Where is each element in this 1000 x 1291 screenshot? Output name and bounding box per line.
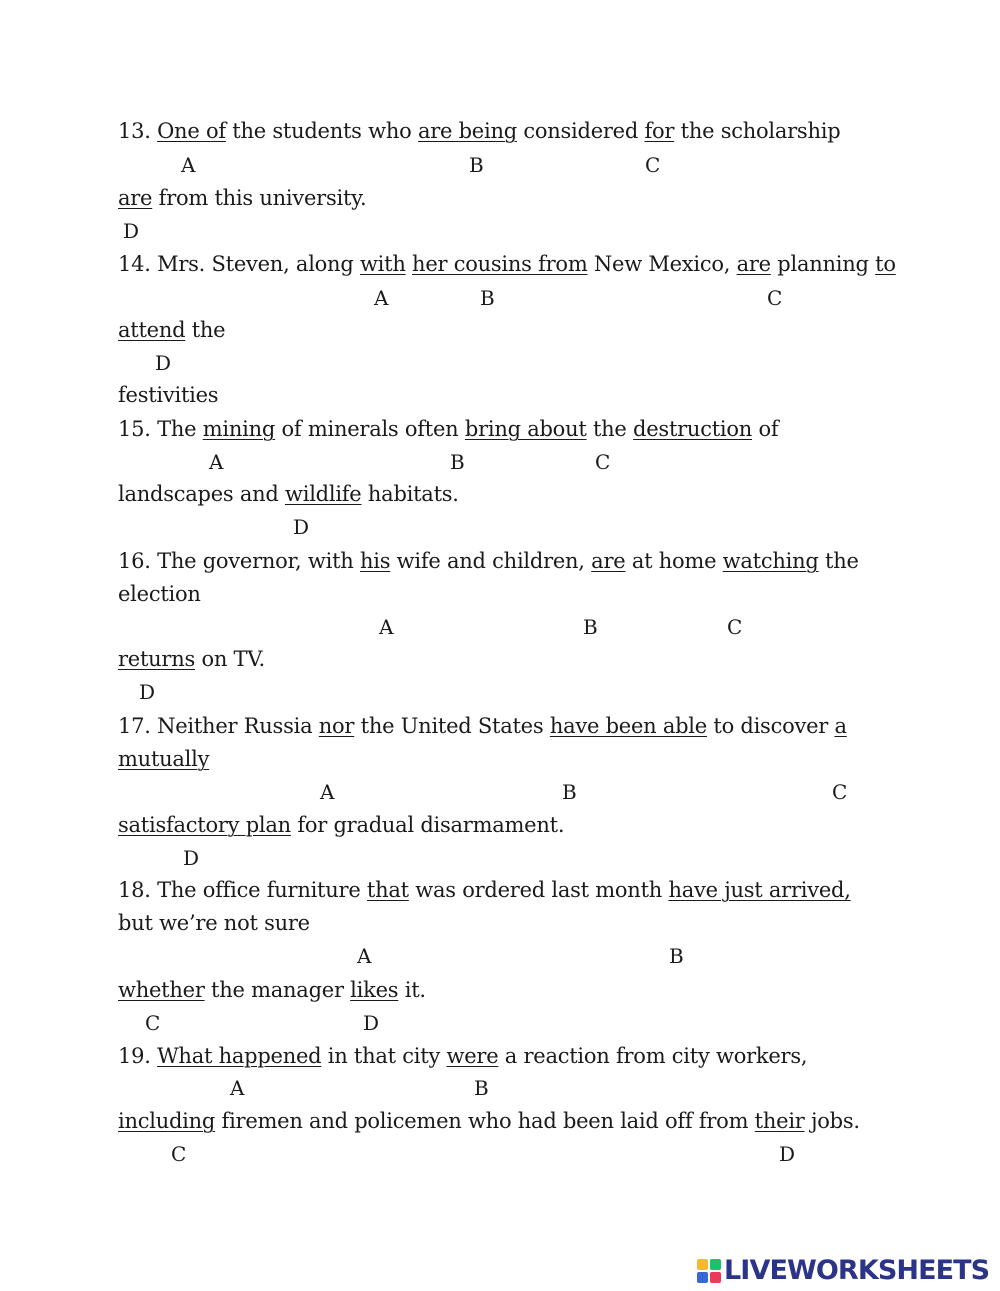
q14-label-c: C (767, 286, 783, 310)
q16-text: at home (625, 549, 723, 573)
q15-text: The (150, 417, 203, 441)
q13-line-2 (118, 184, 366, 212)
q13-option-b-text: are being (417, 119, 517, 143)
q18-option-a-text: that (366, 878, 409, 902)
q15-text: habitats. (361, 482, 459, 506)
q13-label-d: D (123, 219, 140, 243)
q14-number: 14. (118, 252, 151, 276)
q19-option-b-text: were (446, 1044, 499, 1068)
q19-option-a-text: What happened (157, 1044, 322, 1068)
q14-text: the (185, 318, 226, 342)
q19-text: in that city (321, 1044, 447, 1068)
q13-text: considered (516, 119, 645, 143)
q15-text: landscapes and (118, 482, 285, 506)
logo-tile-e (710, 1272, 721, 1283)
q18-option-b-text: have just arrived, (668, 878, 851, 902)
q19-text: jobs. (804, 1109, 860, 1133)
q14-label-b: B (480, 286, 495, 310)
q17-option-c-text-cont: mutually (118, 747, 210, 771)
q16-option-d-text: returns (118, 647, 196, 671)
q16-option-b-text: are (591, 549, 626, 573)
q18-text: was ordered last month (408, 878, 669, 902)
q16-text: wife and children, (390, 549, 592, 573)
q15-option-c-text: destruction (633, 417, 753, 441)
q18-line-2 (118, 976, 426, 1004)
q13-label-a: A (181, 153, 196, 177)
q18-line-1b: but we’re not sure (118, 911, 310, 935)
q17-option-a-text: nor (318, 714, 355, 738)
q14-underline-to: to (875, 252, 896, 276)
q19-label-d: D (779, 1142, 796, 1166)
q16-line-1 (118, 547, 859, 575)
q17-line-2 (118, 811, 564, 839)
q16-text: on TV. (195, 647, 265, 671)
q15-option-a-text: mining (202, 417, 276, 441)
logo-tile-v (697, 1272, 708, 1283)
q19-label-c: C (171, 1142, 187, 1166)
q13-label-c: C (645, 153, 661, 177)
q18-label-b: B (669, 944, 684, 968)
q16-line-2 (118, 645, 265, 673)
q14-label-d: D (155, 351, 172, 375)
q15-label-a: A (209, 450, 224, 474)
q18-line-1 (118, 876, 851, 904)
q15-option-d-text: wildlife (285, 482, 362, 506)
q19-text: firemen and policemen who had been laid off from (215, 1109, 755, 1133)
q18-label-c: C (145, 1011, 161, 1035)
q17-number: 17. (118, 714, 151, 738)
q16-label-c: C (727, 615, 743, 639)
q17-label-b: B (562, 780, 577, 804)
liveworksheets-logo (697, 1255, 989, 1287)
q17-text: the United States (354, 714, 550, 738)
q13-option-c-text: for (644, 119, 675, 143)
q15-label-c: C (595, 450, 611, 474)
q13-option-a-text: One of (157, 119, 226, 143)
q14-text: Mrs. Steven, along (150, 252, 360, 276)
q18-option-d-text: likes (350, 978, 399, 1002)
q14-text: New Mexico, (587, 252, 737, 276)
q17-option-d-text: satisfactory plan (118, 813, 291, 837)
q17-label-d: D (183, 846, 200, 870)
q16-line-1b: election (118, 582, 201, 606)
q19-label-b: B (474, 1076, 489, 1100)
q17-option-c-text: a (834, 714, 847, 738)
brand-name: LIVEWORKSHEETS (724, 1255, 990, 1286)
q14-line-1 (118, 250, 896, 278)
q16-option-a-text: his (359, 549, 391, 573)
q18-label-d: D (363, 1011, 380, 1035)
q18-label-a: A (357, 944, 372, 968)
q13-text: the scholarship (674, 119, 841, 143)
q14-line-3: festivities (118, 383, 219, 407)
logo-tile-i (710, 1259, 721, 1270)
q18-number: 18. (118, 878, 151, 902)
q15-text: of minerals often (275, 417, 465, 441)
logo-tile-l (697, 1259, 708, 1270)
q13-line-1 (118, 117, 840, 145)
q15-line-1 (118, 415, 778, 443)
live-blocks-icon (697, 1259, 721, 1283)
q16-label-b: B (583, 615, 598, 639)
q14-option-c-text: are (736, 252, 771, 276)
q15-line-2 (118, 480, 459, 508)
q19-number: 19. (118, 1044, 151, 1068)
q15-text: of (752, 417, 779, 441)
q14-option-b-text: her cousins from (412, 252, 588, 276)
q15-number: 15. (118, 417, 151, 441)
q18-text: The office furniture (150, 878, 367, 902)
q17-line-1 (118, 712, 847, 740)
q19-label-a: A (230, 1076, 245, 1100)
q15-label-b: B (450, 450, 465, 474)
q17-text: for gradual disarmament. (290, 813, 565, 837)
q17-text: Neither Russia (150, 714, 319, 738)
q16-label-d: D (139, 680, 156, 704)
q18-text: it. (398, 978, 426, 1002)
q14-label-a: A (374, 286, 389, 310)
q15-label-d: D (293, 515, 310, 539)
q19-text: a reaction from city workers, (498, 1044, 808, 1068)
q19-option-d-text: their (754, 1109, 805, 1133)
q15-option-b-text: bring about (464, 417, 587, 441)
q16-text: the (818, 549, 859, 573)
q13-text: from this university. (152, 186, 367, 210)
q13-option-d-text: are (118, 186, 153, 210)
q16-option-c-text: watching (722, 549, 819, 573)
q14-option-a-text: with (359, 252, 406, 276)
q14-text: planning (770, 252, 876, 276)
q13-number: 13. (118, 119, 151, 143)
q16-label-a: A (379, 615, 394, 639)
q17-label-a: A (320, 780, 335, 804)
q17-text: to discover (706, 714, 835, 738)
q18-text: the manager (204, 978, 351, 1002)
q16-number: 16. (118, 549, 151, 573)
q13-label-b: B (469, 153, 484, 177)
q16-text: The governor, with (150, 549, 360, 573)
q14-option-d-text: attend (118, 318, 186, 342)
q18-option-c-text: whether (118, 978, 205, 1002)
q17-label-c: C (832, 780, 848, 804)
q19-line-2 (118, 1107, 860, 1135)
q17-line-1b (118, 745, 209, 773)
q13-text: the students who (225, 119, 418, 143)
q17-option-b-text: have been able (549, 714, 707, 738)
q19-line-1 (118, 1042, 807, 1070)
q19-option-c-text: including (118, 1109, 216, 1133)
q14-line-2 (118, 316, 225, 344)
q15-text: the (586, 417, 634, 441)
